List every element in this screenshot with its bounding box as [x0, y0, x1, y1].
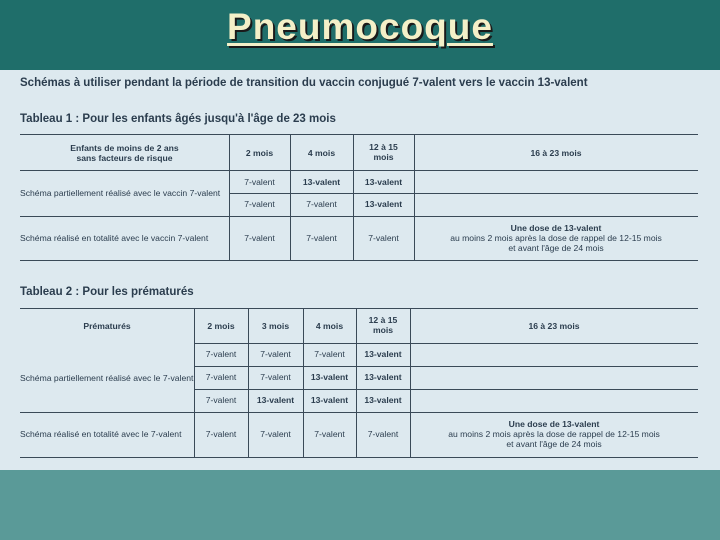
header-prematures: Prématurés — [83, 321, 131, 331]
table-1-title: Tableau 1 : Pour les enfants âgés jusqu'à l'âge de 23 mois — [20, 113, 336, 125]
header-3-mois: 3 mois — [261, 321, 290, 331]
table-2-rule — [194, 343, 698, 344]
cell: 7-valent — [367, 429, 399, 439]
content-panel — [0, 70, 720, 470]
cell: 7-valent — [205, 349, 237, 359]
header-4-mois: 4 mois — [307, 148, 336, 158]
table-2-rule — [20, 457, 698, 458]
table-1-rule — [229, 193, 698, 194]
table-2-title: Tableau 2 : Pour les prématurés — [20, 286, 194, 298]
cell: 7-valent — [306, 233, 337, 243]
cell: 7-valent — [205, 395, 237, 405]
footer-band — [0, 470, 720, 540]
cell: 13-valent — [364, 372, 402, 382]
cell: 7-valent — [244, 233, 275, 243]
cell: 13-valent — [364, 199, 403, 209]
cell-note-line-2: au moins 2 mois après la dose de rappel de 12-15 mois — [448, 429, 660, 439]
table-1-rule — [20, 170, 698, 171]
header-12-15-line-2: mois — [373, 152, 394, 162]
table-2-rule — [20, 308, 698, 309]
slide-title: Pneumocoque — [227, 6, 493, 47]
cell-note-line-3: et avant l'âge de 24 mois — [506, 439, 602, 449]
cell: 7-valent — [314, 349, 345, 359]
cell-note-line-2: au moins 2 mois après la dose de rappel de 12-15 mois — [450, 233, 662, 243]
cell: 7-valent — [260, 429, 291, 439]
row-label-total: Schéma réalisé en totalité avec le 7-valent — [20, 429, 182, 439]
table-2-rule — [194, 389, 698, 390]
cell: 13-valent — [302, 177, 341, 187]
cell: 7-valent — [244, 177, 275, 187]
intro-heading: Schémas à utiliser pendant la période de transition du vaccin conjugué 7-valent vers le vaccin 13-valent — [20, 77, 588, 89]
cell: 7-valent — [260, 372, 291, 382]
row-label-partial: Schéma partiellement réalisé avec le 7-valent — [20, 373, 194, 383]
table-2-rule — [20, 412, 698, 413]
cell-note-line-1: Une dose de 13-valent — [508, 419, 600, 429]
header-12-15-line-2: mois — [372, 325, 394, 335]
row-label-partial: Schéma partiellement réalisé avec le vaccin 7-valent — [20, 188, 221, 198]
cell: 7-valent — [205, 372, 237, 382]
header-12-15-line-1: 12 à 15 — [369, 142, 398, 152]
cell: 13-valent — [364, 177, 403, 187]
cell-note-line-3: et avant l'âge de 24 mois — [508, 243, 604, 253]
cell: 7-valent — [314, 429, 345, 439]
cell: 7-valent — [368, 233, 399, 243]
cell: 13-valent — [364, 395, 402, 405]
cell: 7-valent — [306, 199, 337, 209]
header-16-23-mois: 16 à 23 mois — [528, 321, 580, 331]
cell: 7-valent — [244, 199, 275, 209]
cell: 13-valent — [310, 372, 349, 382]
table-1-rule — [20, 260, 698, 261]
header-group-line-2: sans facteurs de risque — [76, 153, 173, 163]
header-16-23-mois: 16 à 23 mois — [530, 148, 582, 158]
header-2-mois: 2 mois — [245, 148, 274, 158]
cell: 13-valent — [310, 395, 349, 405]
cell: 13-valent — [256, 395, 295, 405]
table-1-rule — [20, 134, 698, 135]
table-1-rule — [20, 216, 698, 217]
row-label-total: Schéma réalisé en totalité avec le vaccin 7-valent — [20, 233, 209, 243]
header-2-mois: 2 mois — [207, 321, 235, 331]
header-group-line-1: Enfants de moins de 2 ans — [70, 143, 179, 153]
table-2-rule — [194, 366, 698, 367]
cell: 7-valent — [260, 349, 291, 359]
cell: 7-valent — [205, 429, 237, 439]
cell-note-line-1: Une dose de 13-valent — [510, 223, 602, 233]
header-4-mois: 4 mois — [315, 321, 344, 331]
header-12-15-line-1: 12 à 15 — [368, 315, 398, 325]
cell: 13-valent — [364, 349, 402, 359]
